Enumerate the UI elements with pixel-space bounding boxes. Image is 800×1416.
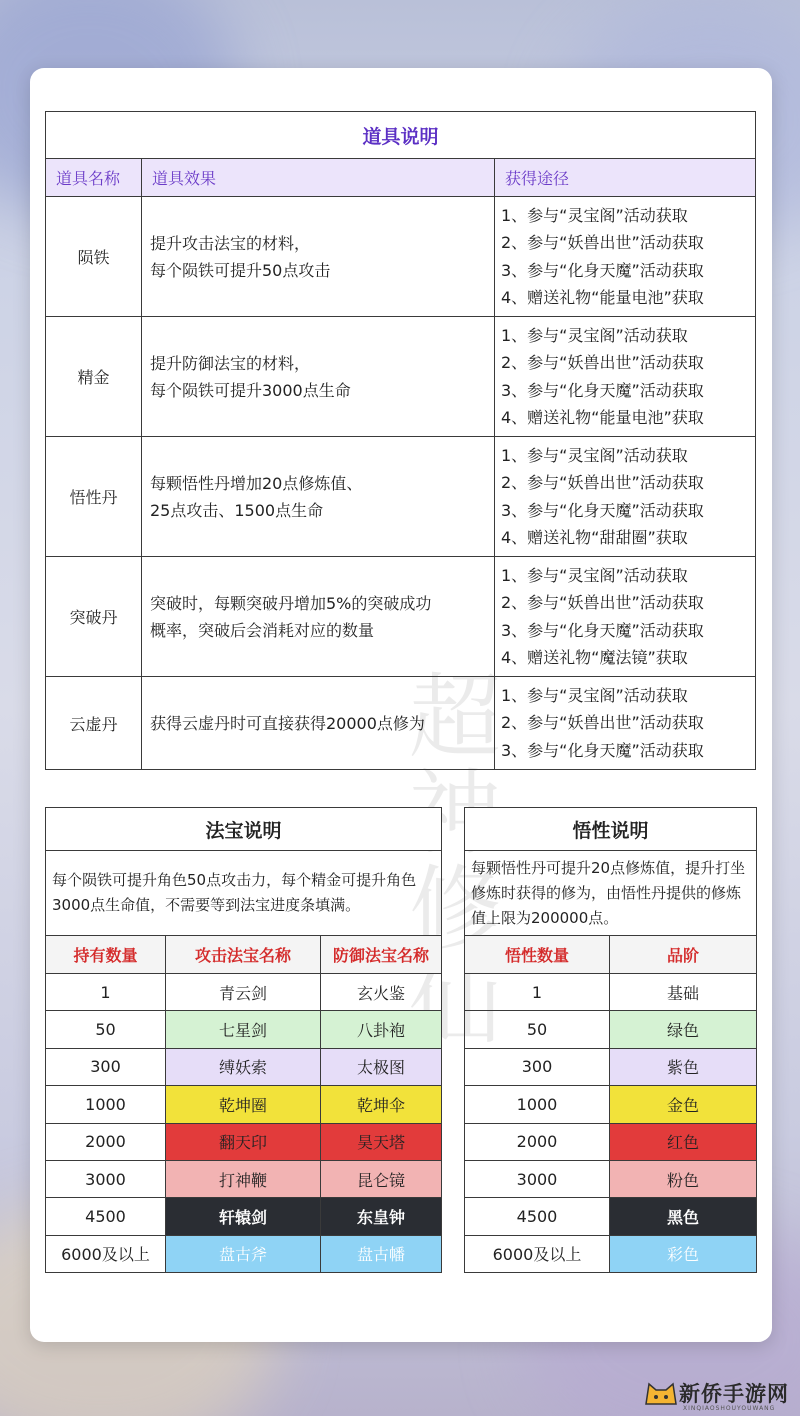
defense-fabao-name: 乾坤伞 — [321, 1086, 442, 1123]
grade-name: 红色 — [610, 1123, 757, 1160]
item-effect-line: 每颗悟性丹增加20点修炼值、 — [150, 473, 363, 493]
item-sources — [495, 317, 756, 437]
attack-fabao-name: 打神鞭 — [166, 1160, 321, 1197]
attack-fabao-name: 青云剑 — [166, 974, 321, 1011]
header-item-effect: 道具效果 — [142, 159, 495, 197]
item-source-line: 4、赠送礼物“魔法镜”获取 — [501, 647, 688, 667]
item-name: 悟性丹 — [46, 437, 142, 557]
defense-fabao-name: 盘古幡 — [321, 1235, 442, 1272]
item-row — [46, 317, 756, 437]
defense-fabao-name: 昆仑镜 — [321, 1160, 442, 1197]
fabao-row — [46, 974, 442, 1011]
fabao-count: 1000 — [46, 1086, 166, 1123]
item-effect-line: 每个陨铁可提升3000点生命 — [150, 380, 351, 400]
wuxing-description: 每颗悟性丹可提升20点修炼值，提升打坐修炼时获得的修为，由悟性丹提供的修炼值上限为200000点。 — [465, 851, 757, 936]
fabao-description: 每个陨铁可提升角色50点攻击力，每个精金可提升角色3000点生命值，不需要等到法宝进度条填满。 — [46, 851, 442, 936]
header-wuxing-count: 悟性数量 — [465, 936, 610, 974]
fabao-count: 50 — [46, 1011, 166, 1048]
item-effect-line: 突破时，每颗突破丹增加5%的突破成功 — [150, 593, 432, 613]
grade-name: 紫色 — [610, 1048, 757, 1085]
wuxing-row — [465, 1011, 757, 1048]
attack-fabao-name: 七星剑 — [166, 1011, 321, 1048]
wuxing-count: 4500 — [465, 1198, 610, 1235]
item-source-line: 1、参与“灵宝阁”活动获取 — [501, 446, 688, 466]
fabao-table-header — [46, 936, 442, 974]
grade-name: 基础 — [610, 974, 757, 1011]
fabao-table-title: 法宝说明 — [46, 808, 442, 851]
items-table-title: 道具说明 — [46, 112, 756, 159]
item-effect — [142, 197, 495, 317]
wuxing-table-title: 悟性说明 — [465, 808, 757, 851]
attack-fabao-name: 轩辕剑 — [166, 1198, 321, 1235]
item-sources — [495, 557, 756, 677]
item-effect — [142, 437, 495, 557]
fabao-row — [46, 1198, 442, 1235]
wuxing-count: 50 — [465, 1011, 610, 1048]
item-name: 精金 — [46, 317, 142, 437]
item-effect-line: 提升防御法宝的材料， — [150, 353, 311, 373]
wuxing-count: 1000 — [465, 1086, 610, 1123]
item-source-line: 2、参与“妖兽出世”活动获取 — [501, 233, 704, 253]
wuxing-count: 300 — [465, 1048, 610, 1085]
wuxing-row — [465, 1086, 757, 1123]
fabao-row — [46, 1123, 442, 1160]
fabao-row — [46, 1235, 442, 1272]
item-effect-line: 获得云虚丹时可直接获得20000点修为 — [150, 713, 425, 733]
defense-fabao-name: 玄火鉴 — [321, 974, 442, 1011]
fabao-count: 6000及以上 — [46, 1235, 166, 1272]
item-name: 陨铁 — [46, 197, 142, 317]
fabao-count: 2000 — [46, 1123, 166, 1160]
item-row — [46, 557, 756, 677]
item-source-line: 3、参与“化身天魔”活动获取 — [501, 260, 704, 280]
site-logo[interactable] — [643, 1378, 789, 1412]
item-source-line: 3、参与“化身天魔”活动获取 — [501, 500, 704, 520]
attack-fabao-name: 缚妖索 — [166, 1048, 321, 1085]
wuxing-row — [465, 1048, 757, 1085]
fabao-table — [45, 807, 442, 1273]
header-item-source: 获得途径 — [495, 159, 756, 197]
item-source-line: 2、参与“妖兽出世”活动获取 — [501, 593, 704, 613]
item-effect-line: 概率，突破后会消耗对应的数量 — [150, 620, 375, 640]
item-effect — [142, 557, 495, 677]
fabao-count: 300 — [46, 1048, 166, 1085]
item-source-line: 1、参与“灵宝阁”活动获取 — [501, 686, 688, 706]
item-name: 云虚丹 — [46, 677, 142, 770]
header-count: 持有数量 — [46, 936, 166, 974]
defense-fabao-name: 太极图 — [321, 1048, 442, 1085]
header-grade: 品阶 — [610, 936, 757, 974]
item-sources — [495, 197, 756, 317]
wuxing-count: 2000 — [465, 1123, 610, 1160]
header-item-name: 道具名称 — [46, 159, 142, 197]
item-source-line: 4、赠送礼物“能量电池”获取 — [501, 287, 704, 307]
fabao-row — [46, 1086, 442, 1123]
grade-name: 黑色 — [610, 1198, 757, 1235]
item-effect-line: 提升攻击法宝的材料， — [150, 233, 311, 253]
attack-fabao-name: 翻天印 — [166, 1123, 321, 1160]
item-sources — [495, 437, 756, 557]
grade-name: 金色 — [610, 1086, 757, 1123]
items-table — [45, 111, 756, 770]
wuxing-count: 6000及以上 — [465, 1235, 610, 1272]
wuxing-table — [464, 807, 757, 1273]
grade-name: 粉色 — [610, 1160, 757, 1197]
fabao-count: 4500 — [46, 1198, 166, 1235]
cat-logo-icon — [643, 1378, 679, 1408]
defense-fabao-name: 昊天塔 — [321, 1123, 442, 1160]
item-source-line: 1、参与“灵宝阁”活动获取 — [501, 206, 688, 226]
defense-fabao-name: 东皇钟 — [321, 1198, 442, 1235]
item-effect — [142, 317, 495, 437]
item-name: 突破丹 — [46, 557, 142, 677]
fabao-row — [46, 1048, 442, 1085]
item-effect — [142, 677, 495, 770]
attack-fabao-name: 乾坤圈 — [166, 1086, 321, 1123]
wuxing-row — [465, 1160, 757, 1197]
item-source-line: 2、参与“妖兽出世”活动获取 — [501, 353, 704, 373]
item-effect-line: 每个陨铁可提升50点攻击 — [150, 260, 331, 280]
attack-fabao-name: 盘古斧 — [166, 1235, 321, 1272]
item-source-line: 3、参与“化身天魔”活动获取 — [501, 380, 704, 400]
item-source-line: 1、参与“灵宝阁”活动获取 — [501, 326, 688, 346]
item-source-line: 2、参与“妖兽出世”活动获取 — [501, 713, 704, 733]
wuxing-count: 3000 — [465, 1160, 610, 1197]
header-defense-fabao: 防御法宝名称 — [321, 936, 442, 974]
site-logo-name: 新侨手游网 — [679, 1382, 789, 1406]
item-source-line: 2、参与“妖兽出世”活动获取 — [501, 473, 704, 493]
item-row — [46, 677, 756, 770]
item-effect-line: 25点攻击、1500点生命 — [150, 500, 324, 520]
fabao-row — [46, 1011, 442, 1048]
fabao-row — [46, 1160, 442, 1197]
wuxing-row — [465, 1198, 757, 1235]
site-logo-subtitle: XINQIAOSHOUYOUWANG — [683, 1405, 776, 1412]
grade-name: 彩色 — [610, 1235, 757, 1272]
wuxing-table-header — [465, 936, 757, 974]
defense-fabao-name: 八卦袍 — [321, 1011, 442, 1048]
wuxing-row — [465, 1123, 757, 1160]
fabao-count: 1 — [46, 974, 166, 1011]
header-attack-fabao: 攻击法宝名称 — [166, 936, 321, 974]
grade-name: 绿色 — [610, 1011, 757, 1048]
wuxing-count: 1 — [465, 974, 610, 1011]
wuxing-row — [465, 974, 757, 1011]
item-source-line: 1、参与“灵宝阁”活动获取 — [501, 566, 688, 586]
item-source-line: 4、赠送礼物“能量电池”获取 — [501, 407, 704, 427]
item-source-line: 3、参与“化身天魔”活动获取 — [501, 740, 704, 760]
wuxing-row — [465, 1235, 757, 1272]
fabao-count: 3000 — [46, 1160, 166, 1197]
items-table-header — [46, 159, 756, 197]
item-row — [46, 437, 756, 557]
item-source-line: 4、赠送礼物“甜甜圈”获取 — [501, 527, 688, 547]
item-source-line: 3、参与“化身天魔”活动获取 — [501, 620, 704, 640]
item-row — [46, 197, 756, 317]
item-sources — [495, 677, 756, 770]
